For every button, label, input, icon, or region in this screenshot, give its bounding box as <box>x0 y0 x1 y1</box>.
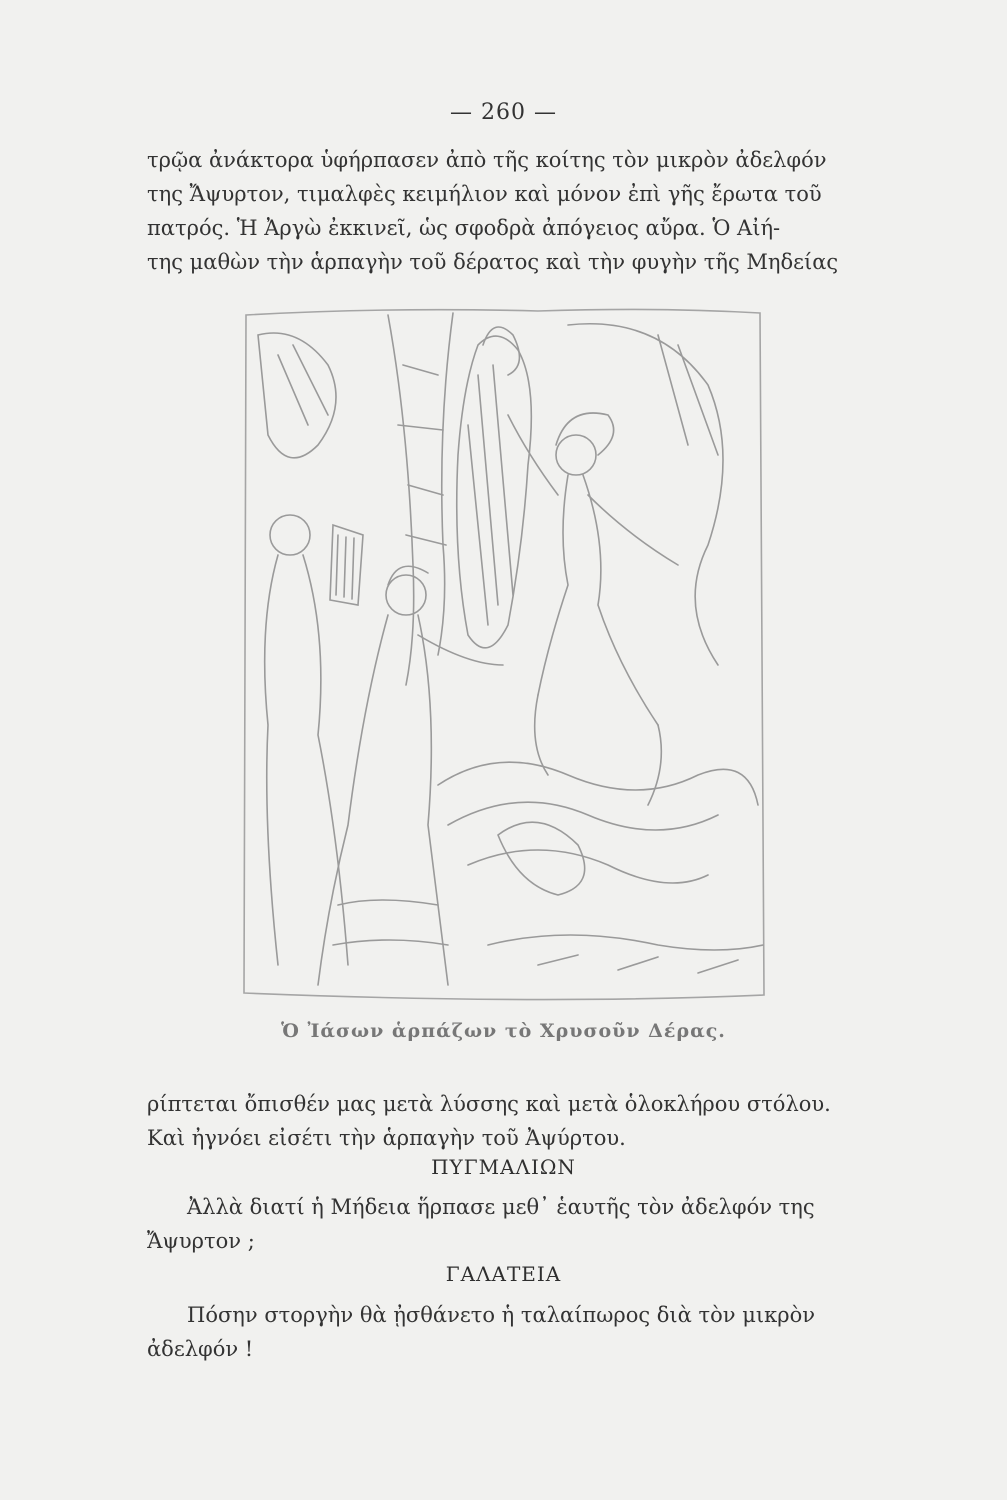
text-line: ἀδελφόν ! <box>147 1337 254 1361</box>
text-line: τρῷα ἀνάκτορα ὑφήρπασεν ἀπὸ τῆς κοίτης τὸν μικρὸν ἀδελφόν <box>147 148 827 172</box>
text-line: Ἀλλὰ διατί ἡ Μήδεια ἥρπασε μεθ᾽ ἑαυτῆς τὸν ἀδελφόν της <box>187 1195 815 1219</box>
text-line: Πόσην στοργὴν θὰ ᾐσθάνετο ἡ ταλαίπωρος διὰ τὸν μικρὸν <box>187 1303 815 1327</box>
text-line: Καὶ ἠγνόει εἰσέτι τὴν ἁρπαγὴν τοῦ Ἀψύρτου. <box>147 1126 626 1150</box>
text-line: ρίπτεται ὄπισθέν μας μετὰ λύσσης καὶ μετὰ ὁλοκλήρου στόλου. <box>147 1092 831 1116</box>
text-line: Ἄψυρτον ; <box>147 1229 255 1253</box>
paragraph-3 <box>147 1190 867 1258</box>
text-line: πατρός. Ἡ Ἀργὼ ἐκκινεῖ, ὡς σφοδρὰ ἀπόγειος αὔρα. Ὁ Αἰή- <box>147 216 781 240</box>
paragraph-1 <box>147 143 867 279</box>
page-number: — 260 — <box>450 100 557 125</box>
paragraph-4 <box>147 1298 867 1366</box>
speaker-pygmalion: ΠΥΓΜΑΛΙΩΝ <box>431 1155 576 1179</box>
illustration-jason-golden-fleece <box>238 305 770 1002</box>
speaker-galateia: ΓΑΛΑΤΕΙΑ <box>445 1262 562 1286</box>
paragraph-2 <box>147 1087 867 1155</box>
text-line: της μαθὼν τὴν ἁρπαγὴν τοῦ δέρατος καὶ τὴν φυγὴν τῆς Μηδείας <box>147 250 839 274</box>
text-line: της Ἄψυρτον, τιμαλφὲς κειμήλιον καὶ μόνον ἐπὶ γῆς ἔρωτα τοῦ <box>147 182 822 206</box>
figure-caption: Ὁ Ἰάσων ἁρπάζων τὸ Χρυσοῦν Δέρας. <box>281 1020 726 1042</box>
